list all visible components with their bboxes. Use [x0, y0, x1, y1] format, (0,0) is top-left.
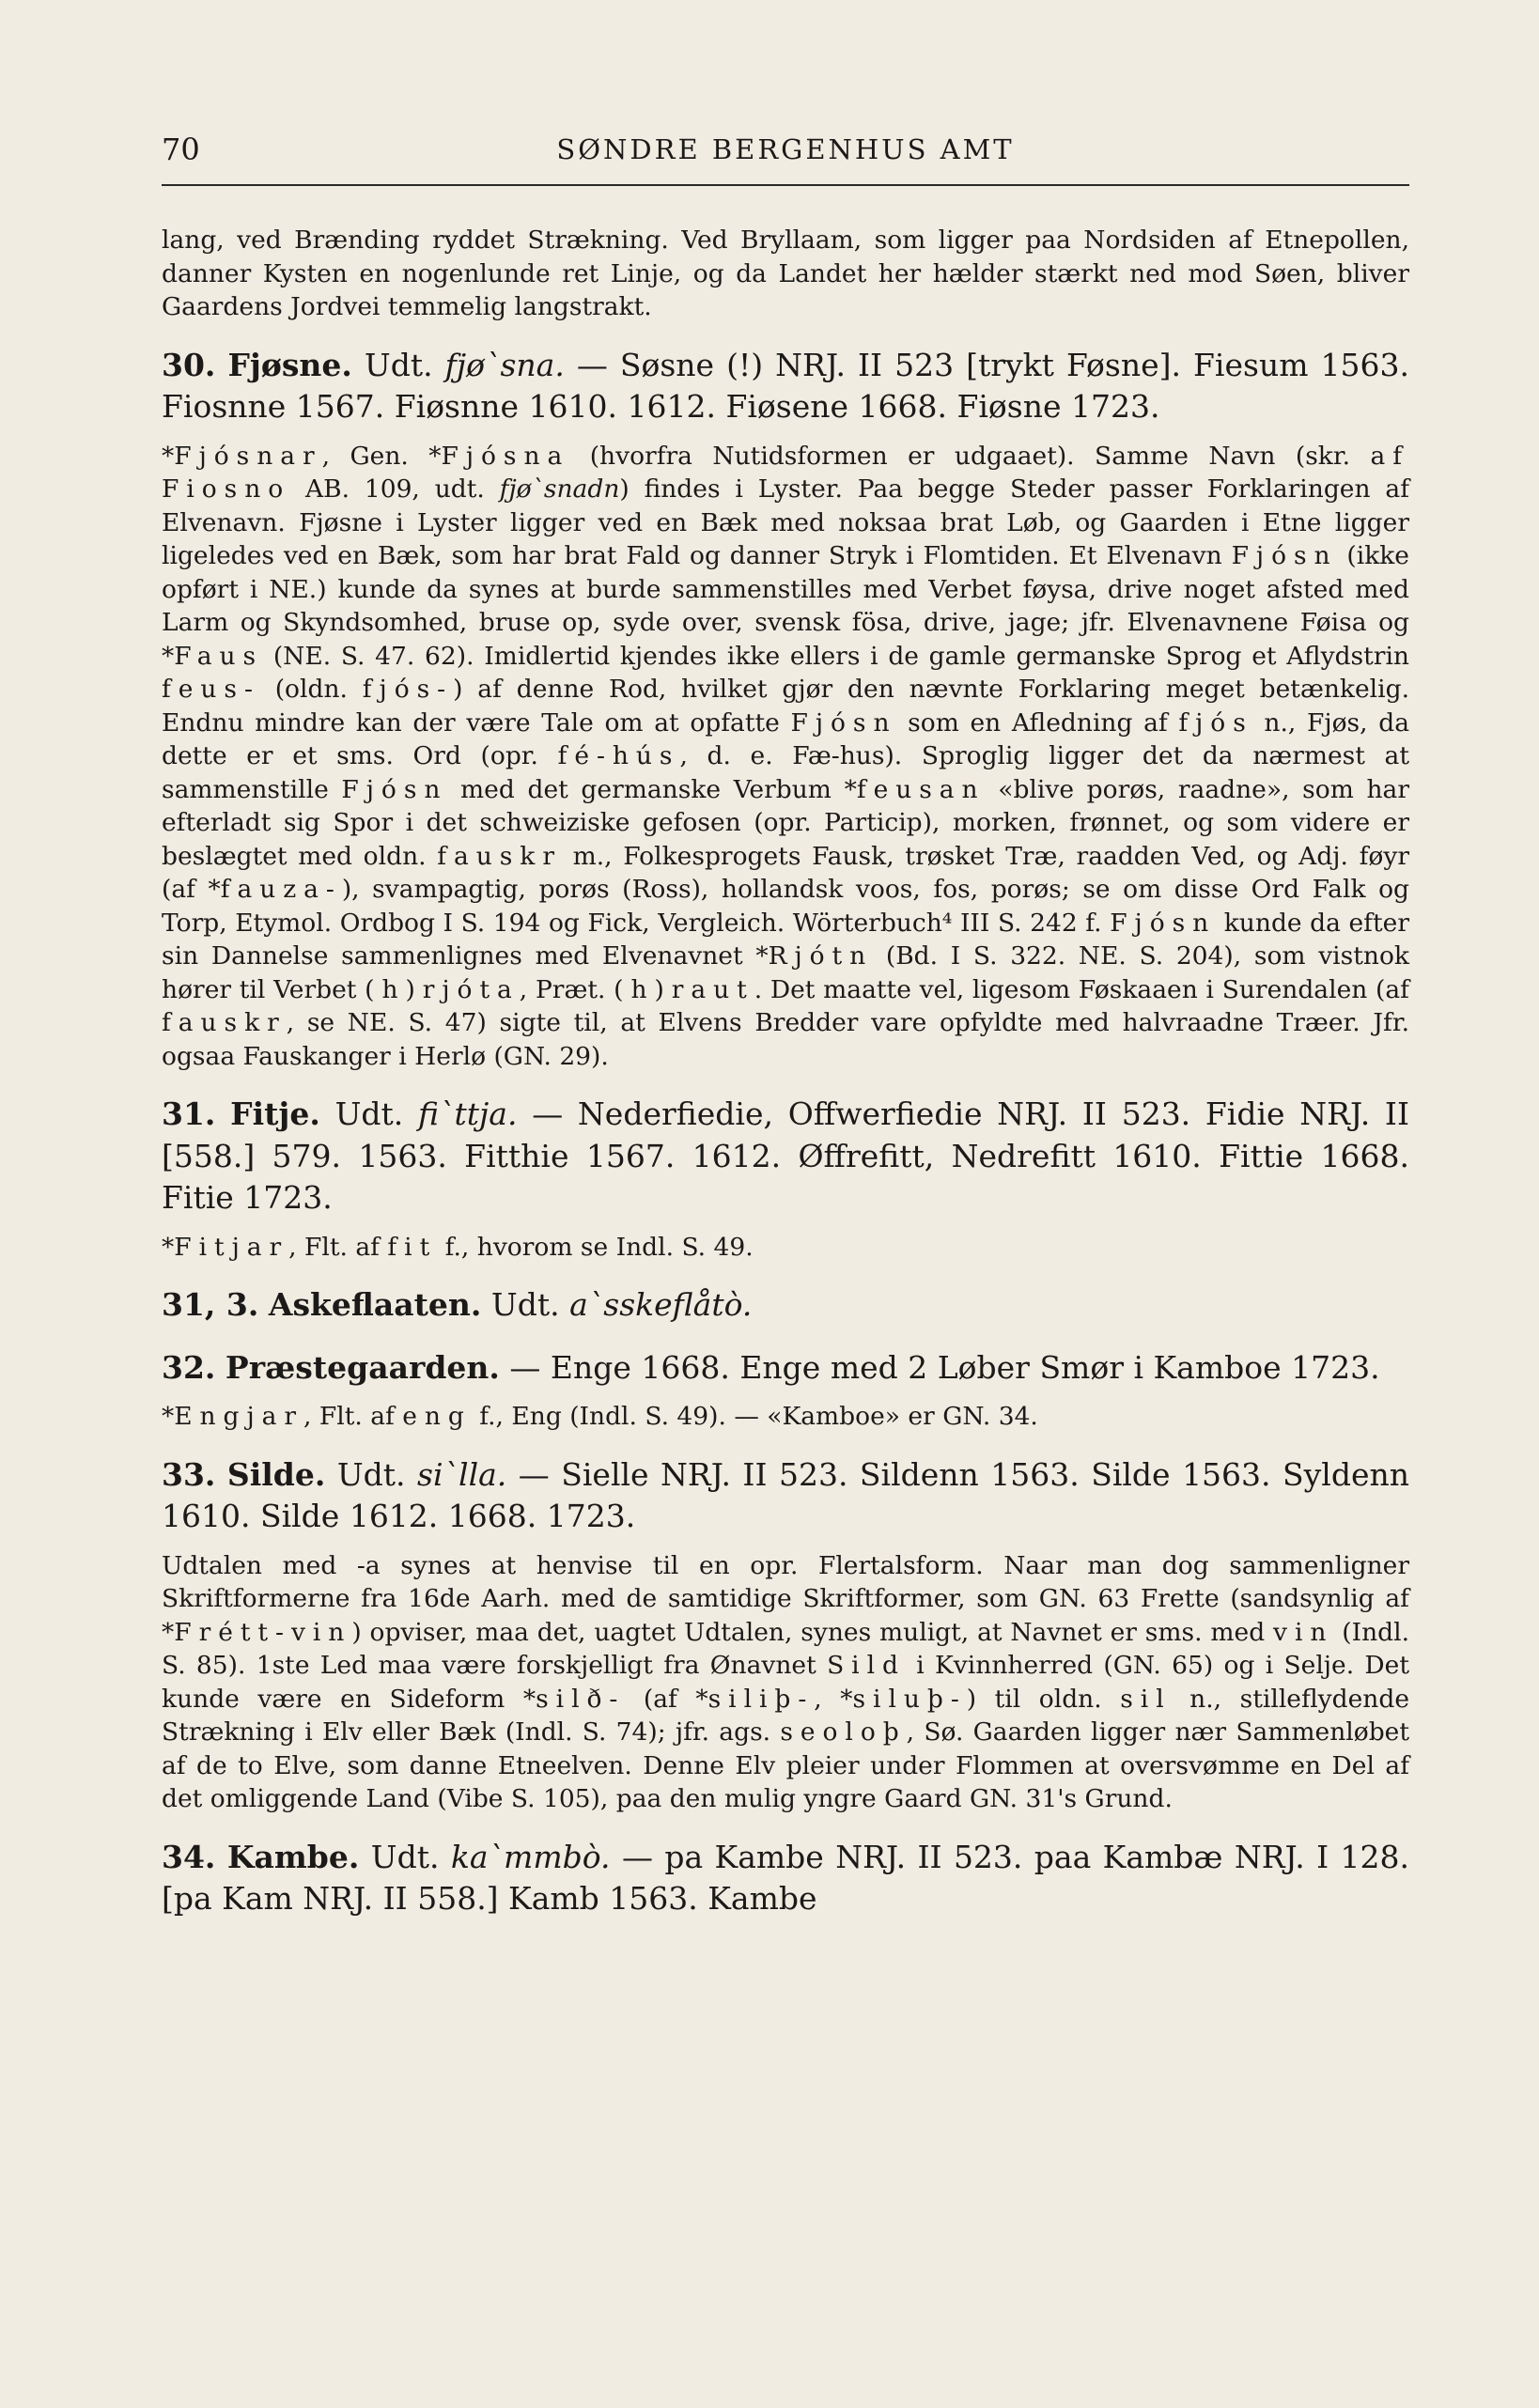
historical-forms: — Søsne (!) NRJ. II 523 [trykt Føsne]. Fiesum 1563. Fiosnne 1567. Fiøsnne 1610. 1612. Fiøsene 1668. Fiøsne 1723. [162, 346, 1409, 425]
commentary-text: n., stilleflydende Strækning i Elv eller Bæk (Indl. S. 74); jfr. ags. [162, 1684, 1409, 1747]
commentary-text: , Sø. Gaarden ligger nær Sammenløbet af de to Elve, som danne Etneelven. Denne Elv pleier under Flommen at oversvømme en Del af det omliggende Land (Vibe S. 105), paa den mulig yngre Gaard GN. 31's Grund. [162, 1717, 1409, 1813]
entry-32-commentary [162, 1400, 1409, 1434]
spaced-term: Fjósnar [174, 441, 322, 471]
entry-number: 31. [162, 1095, 216, 1132]
spaced-term: fé-hús [557, 741, 680, 770]
entry-33-heading [162, 1454, 1409, 1538]
commentary-text: med det germanske Verbum * [447, 774, 857, 804]
commentary-text: , * [814, 1684, 853, 1714]
spaced-term: eng [402, 1402, 472, 1431]
entry-name: Kambe. [226, 1838, 360, 1875]
entry-name: Askeflaaten. [268, 1286, 482, 1323]
spaced-term: silð- [536, 1684, 626, 1714]
running-title: SØNDRE BERGENHUS AMT [556, 133, 1015, 165]
spaced-term: feus- [162, 675, 260, 704]
commentary-text: kunde da efter sin Dannelse sammenlignes med Elvenavnet * [162, 908, 1409, 971]
commentary-text: , d. e. Fæ-hus). Sproglig ligger det da nærmest at sammenstille [162, 741, 1409, 804]
entry-31-3-heading [162, 1284, 1409, 1327]
commentary-text: i Kvinnherred (GN. 65) og i Selje. Det kunde være en Sideform * [162, 1651, 1409, 1714]
spaced-term: fit [387, 1232, 438, 1262]
spaced-term: af Fiosno [162, 441, 1409, 504]
spaced-term: Faus [174, 641, 264, 671]
pronunciation: a`sskeflåtò. [569, 1286, 753, 1323]
commentary-text: . Det maatte vel, ligesom Føskaaen i Surendalen (af [754, 974, 1409, 1004]
spaced-term: fauza- [220, 875, 342, 904]
commentary-text: , Præt. [519, 974, 614, 1004]
commentary-text: (Bd. I S. 322. NE. S. 204), som vistnok hører til Verbet [162, 941, 1409, 1004]
spaced-term: seoloþ [780, 1717, 907, 1747]
commentary-text: n., Fjøs, da dette er et sms. Ord (opr. [162, 707, 1409, 770]
commentary-text: , Flt. af [288, 1232, 388, 1262]
commentary-text: (af * [625, 1684, 708, 1714]
entry-32-heading [162, 1347, 1409, 1390]
spaced-term: Sild [827, 1651, 906, 1680]
commentary-text: ) til oldn. [966, 1684, 1121, 1714]
commentary-text: ), svampagtig, porøs (Ross), hollandsk voos, fos, porøs; se om disse Ord Falk og Torp, Etymol. Ordbog I S. 194 og Fick, Vergleich. Wörterbuch⁴ III S. 242 f. [162, 875, 1409, 938]
spaced-term: Fjósn [790, 707, 897, 738]
udt-label: Udt. [490, 1286, 560, 1323]
spaced-term: feusan [856, 774, 986, 804]
entry-31-commentary [162, 1231, 1409, 1265]
commentary-text: (NE. S. 47. 62). Imidlertid kjendes ikke ellers i de gamle germanske Sprog et Aflydstrin [263, 641, 1409, 671]
spaced-term: fauskr [437, 841, 562, 871]
commentary-text: , Gen. * [321, 441, 442, 471]
commentary-text: AB. 109, udt. [290, 474, 500, 504]
entry-31-heading [162, 1094, 1409, 1220]
commentary-text: * [162, 1232, 175, 1262]
entry-number: 33. [162, 1455, 216, 1493]
entry-30-commentary [162, 440, 1409, 1074]
spaced-term: fjós [1178, 707, 1253, 738]
spaced-term: Rjótn [768, 941, 874, 971]
spaced-term: sil [1120, 1684, 1172, 1714]
udt-label: Udt. [364, 346, 433, 383]
entry-30-heading [162, 345, 1409, 428]
udt-label: Udt. [334, 1095, 404, 1132]
historical-forms: — pa Kambe NRJ. II 523. paa Kambæ NRJ. I 128. [pa Kam NRJ. II 558.] Kamb 1563. Kambe [162, 1838, 1410, 1917]
spaced-term: siliþ- [707, 1684, 815, 1714]
entry-name: Silde. [226, 1455, 326, 1493]
commentary-text: * [162, 1402, 175, 1431]
historical-forms: — Nederfiedie, Offwerfiedie NRJ. II 523. Fidie NRJ. II [558.] 579. 1563. Fitthie 1567. 1612. Øffrefitt, Nedrefitt 1610. Fittie 1668. Fitie 1723. [162, 1095, 1409, 1216]
entry-number: 34. [162, 1838, 216, 1875]
spaced-term: Engjar [174, 1402, 304, 1431]
spaced-term: Fitjar [174, 1232, 289, 1262]
spaced-term: Fjósn [1231, 541, 1338, 570]
entry-number: 31, 3. [162, 1286, 259, 1323]
spaced-term: Fjósn [1110, 908, 1217, 938]
commentary-text: (ikke opført i NE.) kunde da synes at burde sammenstilles med Verbet føysa, drive noget afsted med Larm og Skyndsomhed, bruse op, syde over, svensk fösa, drive, jage; jfr. Elvenavnene Føisa og * [162, 541, 1409, 671]
page-header [162, 132, 1409, 173]
udt-label: Udt. [370, 1838, 440, 1875]
spaced-term: (h)rjóta [365, 974, 520, 1004]
intro-paragraph: lang, ved Brænding ryddet Strækning. Ved Bryllaam, som ligger paa Nordsiden af Etnepollen, danner Kysten en nogenlunde ret Linje, og da Landet her hælder stærkt ned mod Søen, bliver Gaardens Jordvei temmelig langstrakt. [162, 225, 1409, 321]
spaced-term: fjós- [362, 675, 454, 704]
commentary-text: ) af denne Rod, hvilket gjør den nævnte Forklaring meget betænkelig. Endnu mindre kan der være Tale om at opfatte [162, 675, 1409, 738]
header-rule [162, 184, 1409, 186]
commentary-text: «blive porøs, raadne», som har efterladt sig Spor i det schweiziske gefosen (opr. Particip), morken, frønnet, og som videre er beslægtet med oldn. [162, 774, 1410, 871]
udt-label: Udt. [336, 1455, 406, 1493]
pronunciation: si`lla. [417, 1455, 507, 1493]
pronunciation: fi`ttja. [418, 1095, 518, 1132]
entry-name: Præstegaarden. [225, 1348, 500, 1386]
entry-33-commentary [162, 1549, 1409, 1816]
spaced-term: Fjósn [341, 774, 448, 804]
entry-number: 30. [162, 346, 216, 383]
entry-name: Fjøsne. [227, 346, 352, 383]
historical-forms: — Enge 1668. Enge med 2 Løber Smør i Kamboe 1723. [509, 1348, 1380, 1386]
page-number: 70 [162, 132, 200, 167]
spaced-term: vin [1273, 1617, 1334, 1647]
commentary-text: m., Folkesprogets Fausk, trøsket Træ, raadden Ved, og Adj. føyr (af * [162, 841, 1409, 904]
commentary-text: f., hvorom se Indl. S. 49. [437, 1232, 754, 1262]
commentary-text: (Indl. S. 85). 1ste Led maa være forskjelligt fra Ønavnet [162, 1617, 1409, 1680]
spaced-term: Frétt-vin [174, 1617, 352, 1647]
commentary-text: , Flt. af [303, 1402, 403, 1431]
entry-name: Fitje. [230, 1095, 320, 1132]
spaced-term: siluþ- [852, 1684, 967, 1714]
commentary-text: * [162, 441, 175, 471]
pronunciation: fjø`sna. [444, 346, 565, 383]
commentary-text: , se NE. S. 47) sigte til, at Elvens Bredder vare opfyldte med halvraadne Træer. Jfr. ogsaa Fauskanger i Herlø (GN. 29). [162, 1008, 1409, 1071]
commentary-text: f., Eng (Indl. S. 49). — «Kamboe» er GN. 34. [471, 1402, 1038, 1431]
commentary-text: ) findes i Lyster. Paa begge Steder passer Forklaringen af Elvenavn. Fjøsne i Lyster ligger ved en Bæk med noksaa brat Løb, og Gaarden i Etne ligger ligeledes ved en Bæk, som har brat Fald og danner Stryk i Flomtiden. Et Elvenavn [162, 474, 1410, 570]
entry-number: 32. [162, 1348, 216, 1386]
pronunciation: fjø`snadn [499, 474, 620, 504]
spaced-term: (h)raut [614, 974, 754, 1004]
commentary-text: (hvorfra Nutidsformen er udgaaet). Samme Navn (skr. [569, 441, 1371, 471]
page-body [162, 224, 1409, 1920]
historical-forms: — Sielle NRJ. II 523. Sildenn 1563. Silde 1563. Syldenn 1610. Silde 1612. 1668. 1723. [162, 1455, 1409, 1534]
commentary-text: Udtalen med -a synes at henvise til en opr. Flertalsform. Naar man dog sammenligner Skriftformerne fra 16de Aarh. med de samtidige Skriftformer, som GN. 63 Frette (sandsynlig af * [162, 1550, 1409, 1647]
commentary-text: (oldn. [259, 675, 363, 704]
entry-34-heading [162, 1837, 1409, 1920]
commentary-text: ) opviser, maa det, uagtet Udtalen, synes muligt, at Navnet er sms. med [351, 1617, 1274, 1647]
spaced-term: Fjósna [441, 441, 570, 471]
spaced-term: fauskr [162, 1008, 287, 1037]
pronunciation: ka`mmbò. [450, 1838, 611, 1875]
commentary-text: som en Afledning af [896, 707, 1179, 738]
